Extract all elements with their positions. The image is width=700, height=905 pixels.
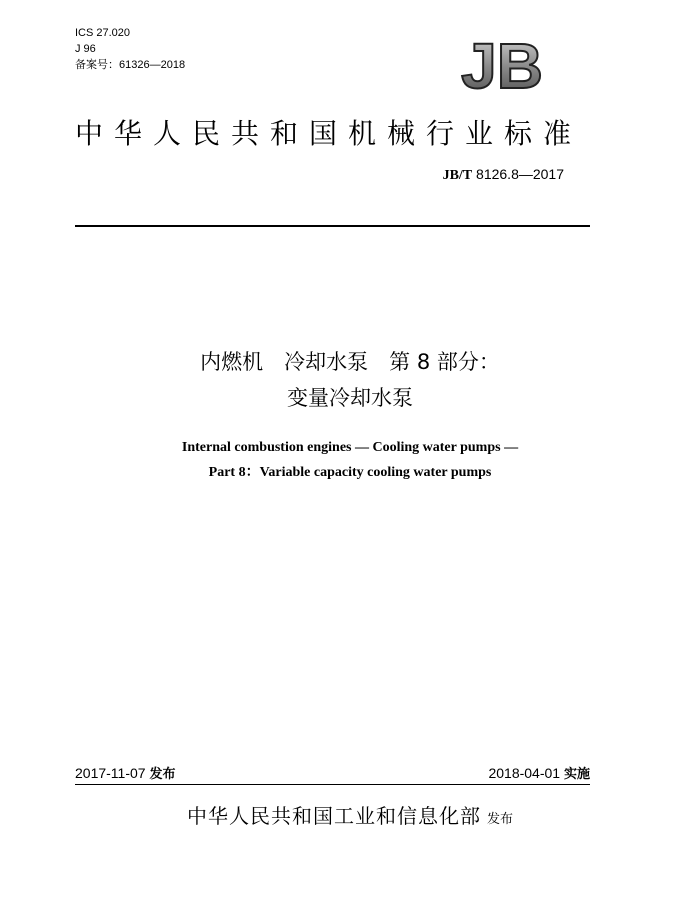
issuer-action: 发布 — [486, 812, 513, 827]
standard-number — [443, 166, 564, 184]
jb-logo-text: JB — [461, 36, 543, 92]
impl-date-label: 实施 — [563, 767, 590, 782]
filing-number: 备案号：61326—2018 — [75, 59, 186, 71]
issuer — [0, 800, 700, 829]
jb-logo — [442, 36, 562, 92]
title-cn-line2: 变量冷却水泵 — [287, 386, 413, 410]
impl-date-value: 2018-04-01 — [488, 765, 561, 781]
issue-date-label: 发布 — [149, 767, 176, 782]
bottom-divider — [75, 784, 590, 785]
implementation-date — [488, 763, 590, 782]
title-cn-line1: 内燃机 冷却水泵 第 8 部分： — [200, 350, 500, 374]
title-en-line1: Internal combustion engines — Cooling water pumps — — [181, 440, 519, 455]
ccs-code: J 96 — [75, 43, 96, 55]
standard-number-value: 8126.8—2017 — [472, 166, 564, 182]
ics-code: ICS 27.020 — [75, 27, 131, 39]
title-en-line2: Part 8：Variable capacity cooling water pumps — [208, 465, 492, 480]
issue-date-value: 2017-11-07 — [75, 765, 146, 781]
standard-number-prefix: JB/T — [442, 168, 473, 183]
top-divider — [75, 225, 590, 227]
issuer-name: 中华人民共和国工业和信息化部 — [186, 804, 481, 828]
standard-category-title: 中华人民共和国机械行业标准 — [75, 117, 583, 150]
issue-date — [75, 763, 175, 782]
